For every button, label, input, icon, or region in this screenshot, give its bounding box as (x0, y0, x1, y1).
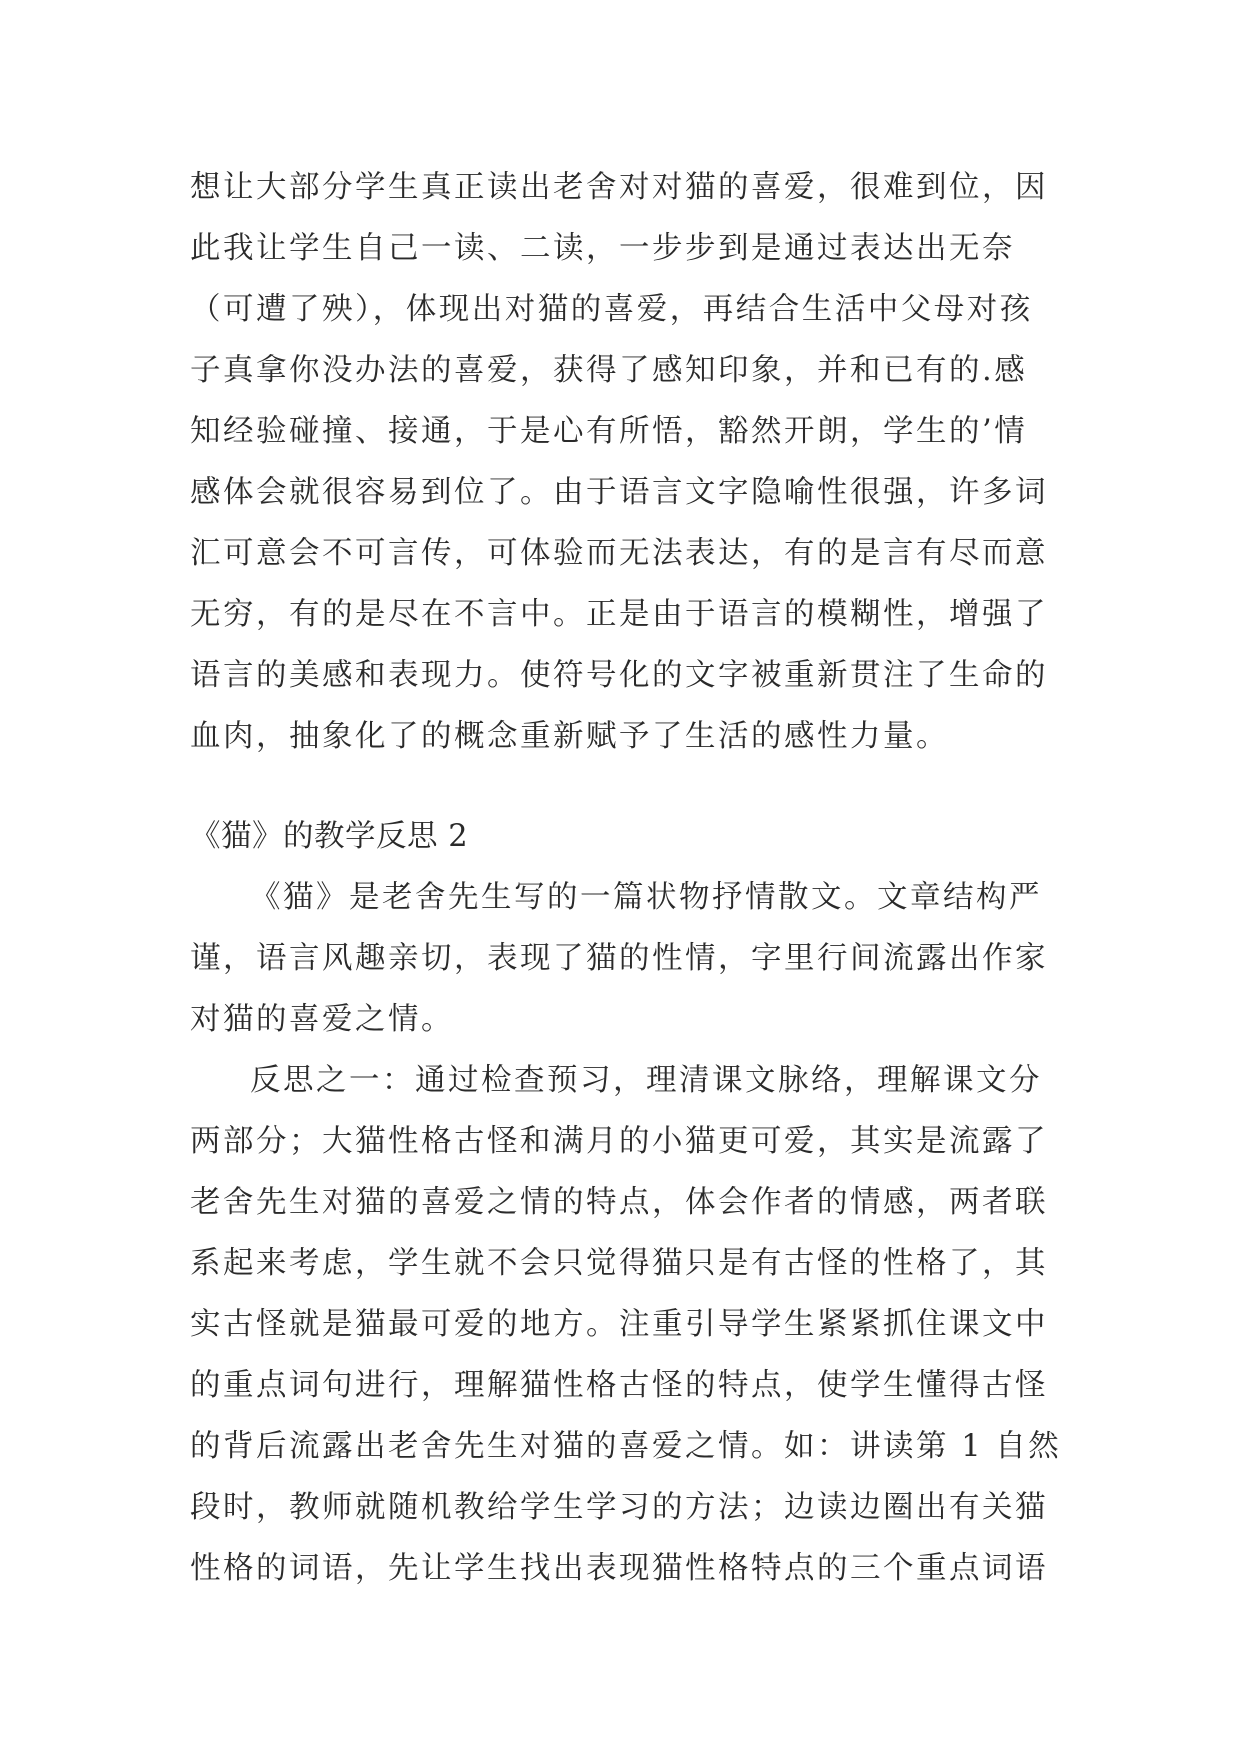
paragraph-line: 老舍先生对猫的喜爱之情的特点，体会作者的情感，两者联 (190, 1185, 1048, 1220)
paragraph-line: 两部分；大猫性格古怪和满月的小猫更可爱，其实是流露了 (190, 1124, 1048, 1159)
paragraph-line: 反思之一：通过检查预习，理清课文脉络，理解课文分 (250, 1063, 1042, 1098)
paragraph-line: 对猫的喜爱之情。 (190, 1002, 454, 1037)
paragraph-line: 系起来考虑，学生就不会只觉得猫只是有古怪的性格了，其 (190, 1246, 1048, 1281)
paragraph-line: 汇可意会不可言传，可体验而无法表达，有的是言有尽而意 (190, 536, 1048, 571)
paragraph-line: （可遭了殃），体现出对猫的喜爱，再结合生活中父母对孩 (190, 292, 1033, 327)
paragraph-line: 性格的词语，先让学生找出表现猫性格特点的三个重点词语 (190, 1551, 1048, 1586)
paragraph-line: 无穷，有的是尽在不言中。正是由于语言的模糊性，增强了 (190, 597, 1048, 632)
paragraph-line: 的背后流露出老舍先生对猫的喜爱之情。如：讲读第 1 自然 (190, 1429, 1062, 1464)
paragraph-line: 想让大部分学生真正读出老舍对对猫的喜爱，很难到位，因 (190, 170, 1048, 205)
paragraph-line: 的重点词句进行，理解猫性格古怪的特点，使学生懂得古怪 (190, 1368, 1048, 1403)
paragraph-line: 实古怪就是猫最可爱的地方。注重引导学生紧紧抓住课文中 (190, 1307, 1048, 1342)
paragraph-line: 段时，教师就随机教给学生学习的方法；边读边圈出有关猫 (190, 1490, 1048, 1525)
paragraph-line: 谨，语言风趣亲切，表现了猫的性情，字里行间流露出作家 (190, 941, 1048, 976)
paragraph-line: 血肉，抽象化了的概念重新赋予了生活的感性力量。 (190, 719, 949, 754)
paragraph-line: 语言的美感和表现力。使符号化的文字被重新贯注了生命的 (190, 658, 1048, 693)
paragraph-line: 子真拿你没办法的喜爱，获得了感知印象，并和已有的.感 (190, 353, 1028, 388)
paragraph-line: 此我让学生自己一读、二读，一步步到是通过表达出无奈 (190, 231, 1015, 266)
paragraph-line: 感体会就很容易到位了。由于语言文字隐喻性很强，许多词 (190, 475, 1048, 510)
paragraph-line: 知经验碰撞、接通，于是心有所悟，豁然开朗，学生的’情 (190, 414, 1028, 449)
paragraph-line: 《猫》是老舍先生写的一篇状物抒情散文。文章结构严 (250, 880, 1042, 915)
section-heading: 《猫》的教学反思 2 (190, 819, 469, 854)
